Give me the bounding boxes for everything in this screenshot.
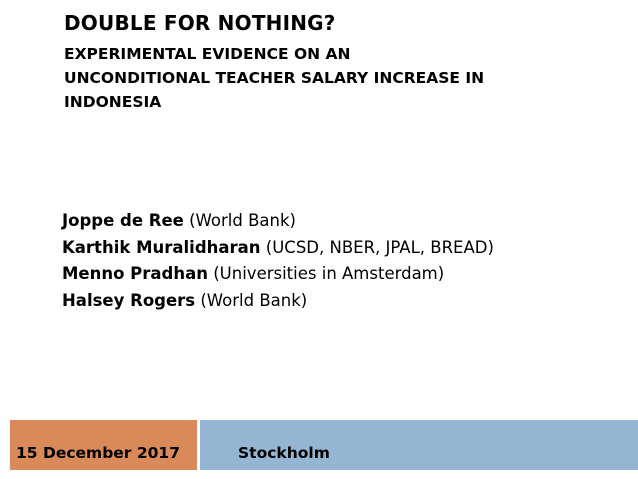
- author-affiliation: (World Bank): [200, 290, 308, 310]
- author-name: Karthik Muralidharan: [62, 237, 261, 257]
- author-entry: [62, 235, 622, 262]
- author-affiliation: (World Bank): [189, 211, 296, 230]
- author-affiliation: (UCSD, NBER, JPAL, BREAD): [265, 237, 494, 257]
- author-entry: [62, 208, 622, 235]
- author-name: Halsey Rogers: [62, 290, 196, 310]
- slide-subtitle-line-3: INDONESIA: [64, 93, 162, 111]
- author-name: Joppe de Ree: [62, 211, 184, 230]
- author-entry: [62, 261, 622, 288]
- author-name: Menno Pradhan: [62, 264, 208, 283]
- footer-date: 15 December 2017: [16, 444, 180, 462]
- slide-subtitle-line-2: UNCONDITIONAL TEACHER SALARY INCREASE IN: [64, 69, 485, 87]
- footer-location: Stockholm: [238, 444, 330, 462]
- author-entry: [62, 288, 622, 315]
- slide-subtitle-line-1: EXPERIMENTAL EVIDENCE ON AN: [64, 45, 351, 63]
- slide-title: DOUBLE FOR NOTHING?: [64, 11, 336, 35]
- footer-bar: [0, 420, 638, 470]
- author-list: [62, 208, 622, 314]
- title-block: [64, 10, 624, 114]
- author-affiliation: (Universities in Amsterdam): [213, 264, 445, 283]
